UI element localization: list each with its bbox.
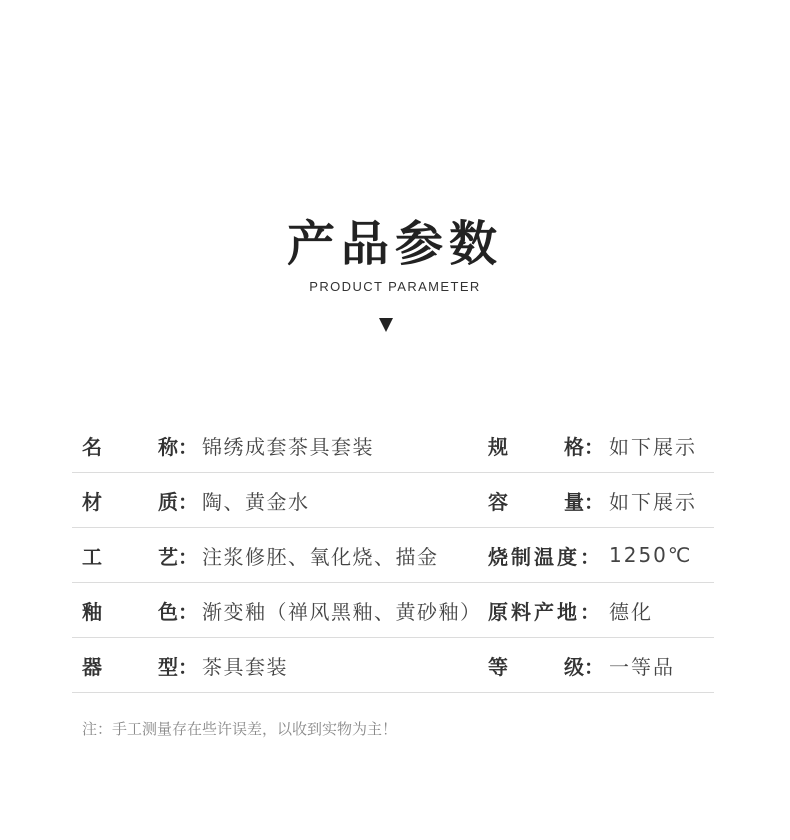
row-label-right-second: 格： <box>564 434 604 459</box>
row-label-right-first: 容 <box>488 489 508 514</box>
row-label-left-second: 型： <box>158 654 198 679</box>
table-row <box>72 473 714 528</box>
row-label-left-first: 釉 <box>82 599 102 624</box>
table-row <box>72 583 714 638</box>
row-label-right-first: 规 <box>488 434 508 459</box>
row-value-left: 锦绣成套茶具套装 <box>202 434 374 459</box>
row-value-right: 如下展示 <box>609 489 697 514</box>
page-subtitle: PRODUCT PARAMETER <box>309 279 481 294</box>
row-value-left: 陶、黄金水 <box>202 489 310 514</box>
row-label-left-second: 称： <box>158 434 198 459</box>
measurement-note: 注：手工测量存在些许误差，以收到实物为主！ <box>82 720 398 738</box>
row-label-right: 烧制温度： <box>488 544 603 569</box>
parameter-table <box>72 418 714 693</box>
row-label-left-first: 工 <box>82 544 102 569</box>
table-row <box>72 528 714 583</box>
table-row <box>72 418 714 473</box>
row-label-right: 原料产地： <box>488 599 603 624</box>
row-label-left-second: 色： <box>158 599 198 624</box>
row-value-right: 德化 <box>609 599 653 624</box>
row-value-right: 一等品 <box>609 654 675 679</box>
row-label-right-second: 级： <box>564 654 604 679</box>
row-label-right-first: 等 <box>488 654 508 679</box>
page-title: 产品参数 <box>286 216 503 272</box>
down-arrow-icon <box>379 318 393 332</box>
row-label-right-second: 量： <box>564 489 604 514</box>
table-row <box>72 638 714 693</box>
row-label-left-first: 名 <box>82 434 102 459</box>
row-label-left-second: 质： <box>158 489 198 514</box>
row-value-right: 1250℃ <box>609 543 693 567</box>
row-value-left: 注浆修胚、氧化烧、描金 <box>202 544 439 569</box>
row-label-left-first: 器 <box>82 654 102 679</box>
row-value-left: 茶具套装 <box>202 654 288 679</box>
row-label-left-first: 材 <box>82 489 102 514</box>
row-label-left-second: 艺： <box>158 544 198 569</box>
row-value-left: 渐变釉（禅风黑釉、黄砂釉） <box>202 599 482 624</box>
row-value-right: 如下展示 <box>609 434 697 459</box>
